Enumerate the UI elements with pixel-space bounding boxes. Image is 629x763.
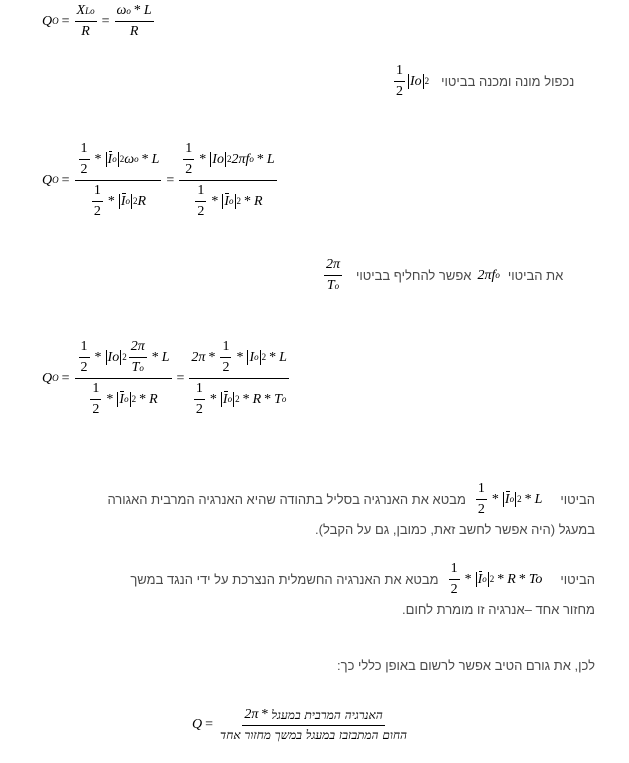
paragraph-energy-stored-line1 [107,482,595,517]
expression-half-i-squared-l: $\frac{1}{2}$ * I o 2 * L [477,481,543,517]
fraction-right-q3: 2π * $\frac{1}{2}$ * I o 2 * L $\frac{1}{2}$ * I o 2 * R * T o [191,339,287,417]
fraction-right-q2: $\frac{1}{2}$ * Io 2 2πf o * L $\frac{1}{2}$ * I o 2 * R [179,142,276,219]
fraction-left-q2: $\frac{1}{2}$ * I o 2 ω o * L $\frac{1}{2}$ * I o 2 R [75,142,162,219]
numerator-max-energy: האנרגיה המרבית במעגל [271,708,383,722]
equation-q-with-period: Q O = $\frac{1}{2}$ * Io 2 2π T o * L $\frac{1}{2}$ * I o 2 * R = 2π * $\frac{1}{2}$ * I o 2 * L $\frac{1}{2}$ * I o 2 * R * T o [42,339,287,417]
note-replace-prefix: את הביטוי [507,268,564,283]
note-multiply-text: נכפול מונה ומכנה בביטוי [441,74,575,89]
expression-2pi-fo: 2πf o [477,267,500,283]
equation-q-definition: Q O = X Lo R = ω o * L R [42,3,152,39]
expression-half-io-squared: $\frac{1}{2}$ Io 2 [396,63,430,99]
equation-q-expanded: Q O = $\frac{1}{2}$ * I o 2 ω o * L $\frac{1}{2}$ * I o 2 R = $\frac{1}{2}$ * Io 2 2πf o * L $\frac{1}{2}$ * I o 2 * R [42,141,275,219]
fraction-xlo-over-r: X Lo R [76,3,95,39]
paragraph-energy-loss-line1 [130,562,595,597]
note-replace-suffix: אפשר להחליף בביטוי [356,268,472,283]
equation-q-general: Q = 2π * האנרגיה המרבית במעגל החום המתבזבז במעגל במשך מחזור אחד [192,707,408,742]
energy-loss-prefix: הביטוי [560,572,595,587]
paragraph-energy-loss-line2: מחזור אחד –אנרגיה זו מומרת לחום. [402,602,595,617]
fraction-left-q3: $\frac{1}{2}$ * Io 2 2π T o * L $\frac{1}{2}$ * I o 2 * R [75,340,172,417]
paragraph-energy-stored-line2: במעגל (היה אפשר לחשב זאת, כמובן, גם על הקבל). [315,522,595,537]
denominator-heat-loss: החום המתבזבז במעגל במשך מחזור אחד [220,728,408,742]
expression-2pi-over-to: 2π T o [326,257,341,293]
energy-stored-text: מבטא את האנרגיה בסליל בתהודה שהיא האנרגיה המרבית האגורה [107,492,466,507]
fraction-omega-l-over-r: ω o * L R [116,3,152,39]
expression-half-i-squared-r-to: $\frac{1}{2}$ * I o 2 * R * To [450,561,543,597]
note-replace [322,258,563,293]
energy-stored-prefix: הביטוי [560,492,595,507]
paragraph-conclusion: לכן, את גורם הטיב אפשר לרשום באופן כללי כך: [337,658,595,673]
note-multiply [392,64,574,99]
fraction-general-q: 2π * האנרגיה המרבית במעגל החום המתבזבז במעגל במשך מחזור אחד [220,707,408,742]
energy-loss-text: מבטא את האנרגיה החשמלית הנצרכת על ידי הנגד במשך [130,572,439,587]
